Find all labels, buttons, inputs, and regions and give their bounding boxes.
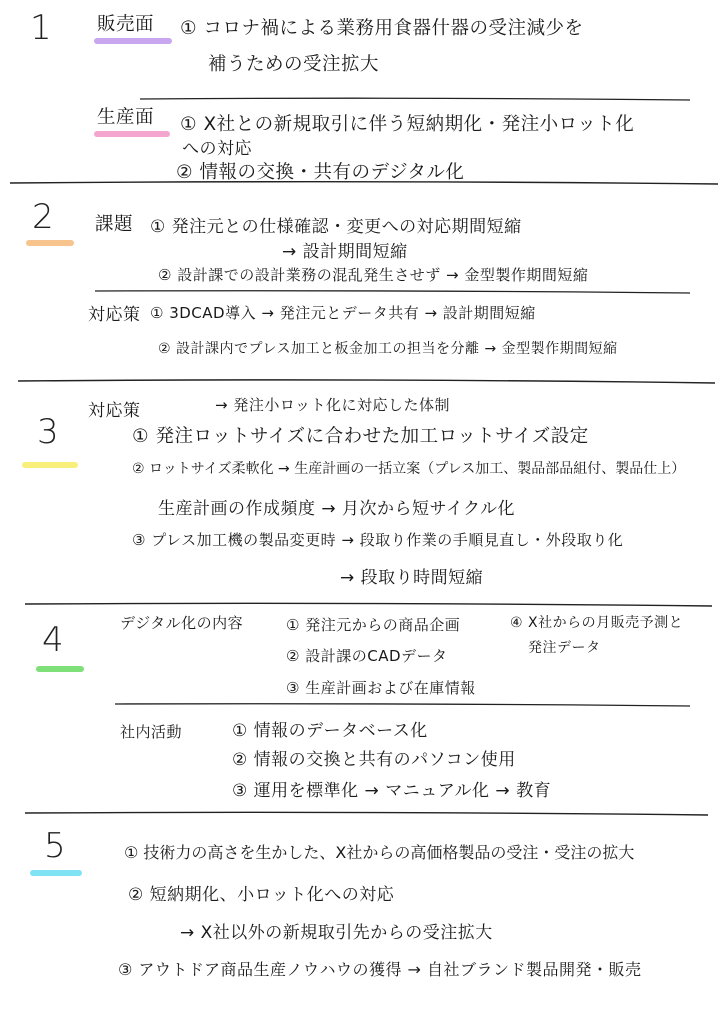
measures-heading: 対応策 — [88, 305, 141, 325]
outcome-line-2: ② 短納期化、小ロット化への対応 — [128, 885, 395, 905]
section-4-highlight — [36, 666, 84, 672]
production-line-3: ② 情報の交換・共有のデジタル化 — [176, 162, 465, 183]
issues-line-2: → 設計期間短縮 — [282, 242, 408, 262]
digital-item-4b: 発注データ — [528, 640, 601, 656]
issues-heading: 課題 — [95, 214, 134, 235]
measures-3-line-2: ② ロットサイズ柔軟化 → 生産計画の一括立案（プレス加工、製品部品組付、製品仕上） — [132, 461, 686, 477]
sales-heading: 販売面 — [97, 14, 155, 35]
section-number-1: 1 — [30, 8, 52, 48]
divider-s2-inner — [95, 291, 690, 293]
production-heading: 生産面 — [97, 107, 155, 128]
sales-highlight — [94, 38, 172, 44]
digital-item-2: ② 設計課のCADデータ — [286, 647, 448, 665]
divider-3-4 — [25, 603, 712, 606]
measures-3-line-5: → 段取り時間短縮 — [340, 568, 484, 588]
divider-s1-inner — [140, 98, 690, 100]
measures-3-line-1: ① 発注ロットサイズに合わせた加工ロットサイズ設定 — [132, 426, 589, 447]
measures-line-2: ② 設計課内でプレス加工と板金加工の担当を分離 → 金型製作期間短縮 — [158, 341, 618, 357]
digital-item-1: ① 発注元からの商品企画 — [286, 616, 461, 634]
outcome-line-4: ③ アウトドア商品生産ノウハウの獲得 → 自社ブランド製品開発・販売 — [118, 960, 642, 979]
issues-line-1: ① 発注元との仕様確認・変更への対応期間短縮 — [150, 217, 522, 237]
digital-item-3: ③ 生産計画および在庫情報 — [286, 679, 476, 697]
outcome-line-1: ① 技術力の高さを生かした、X社からの高価格製品の受注・受注の拡大 — [124, 843, 635, 862]
section-number-4: 4 — [42, 620, 64, 660]
measures-line-1: ① 3DCAD導入 → 発注元とデータ共有 → 設計期間短縮 — [150, 304, 536, 322]
issues-line-3: ② 設計課での設計業務の混乱発生させず → 金型製作期間短縮 — [158, 266, 589, 284]
activity-item-3: ③ 運用を標準化 → マニュアル化 → 教育 — [232, 781, 552, 801]
section-number-2: 2 — [32, 197, 54, 237]
outcome-line-3: → X社以外の新規取引先からの受注拡大 — [180, 923, 493, 943]
production-line-2: への対応 — [182, 139, 252, 159]
internal-activity-heading: 社内活動 — [120, 723, 183, 741]
section-number-5: 5 — [44, 826, 66, 866]
divider-4-5 — [25, 812, 708, 815]
activity-item-1: ① 情報のデータベース化 — [232, 721, 428, 741]
measures-3-line-4: ③ プレス加工機の製品変更時 → 段取り作業の手順見直し・外段取り化 — [132, 531, 624, 549]
measures-3-heading-arrow: → 発注小ロット化に対応した体制 — [215, 396, 451, 414]
section-2-highlight — [26, 240, 74, 246]
production-line-1: ① X社との新規取引に伴う短納期化・発注小ロット化 — [180, 114, 635, 135]
production-highlight — [94, 131, 170, 137]
digital-item-4a: ④ X社からの月販売予測と — [510, 615, 684, 631]
digital-heading: デジタル化の内容 — [120, 614, 244, 632]
section-3-highlight — [22, 462, 78, 468]
section-number-3: 3 — [37, 412, 59, 452]
measures-3-heading: 対応策 — [88, 401, 141, 421]
divider-s4-inner — [115, 704, 690, 706]
divider-2-3 — [18, 380, 715, 383]
sales-line-2: 補うための受注拡大 — [208, 54, 380, 75]
section-5-highlight — [30, 870, 82, 876]
sales-line-1: ① コロナ禍による業務用食器什器の受注減少を — [180, 18, 584, 39]
measures-3-line-3: 生産計画の作成頻度 → 月次から短サイクル化 — [158, 499, 516, 519]
activity-item-2: ② 情報の交換と共有のパソコン使用 — [232, 750, 516, 770]
